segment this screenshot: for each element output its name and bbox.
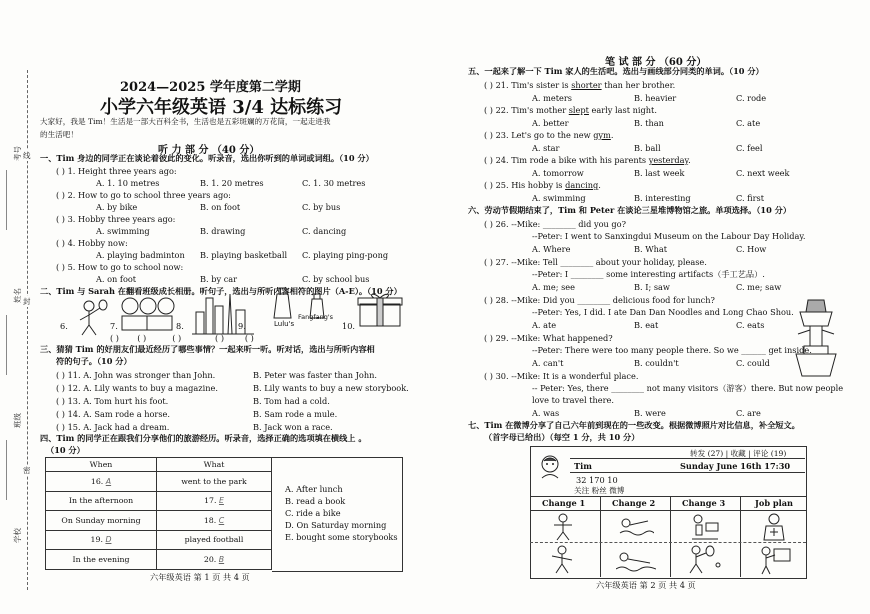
exam-no-label: 考号 — [13, 146, 22, 161]
name-label: 姓名 — [13, 288, 22, 303]
answer-blanks: ( ) ( ) ( ) ( ) ( ) — [110, 333, 254, 343]
intro-line-1: 大家好，我是 Tim！生活是一部大百科全书，生活也是五彩斑斓的万花筒，一起走进我 — [40, 117, 331, 126]
lulu-label: Lulu's — [274, 320, 295, 328]
dialog-line: ( ) 29. --Mike: What happened? — [484, 333, 613, 343]
page-footer-right: 六年级英语 第 2 页 共 4 页 — [596, 580, 696, 590]
divider — [530, 496, 806, 497]
cell-when: In the evening — [72, 554, 130, 564]
page-footer-left: 六年级英语 第 1 页 共 4 页 — [150, 572, 250, 582]
weibo-count-labels: 关注 粉丝 微博 — [574, 486, 625, 495]
section-7-title-1: 七、Tim 在微博分享了自己六年前到现在的一些改变。根据微博照片对比信息，补全短文。 — [468, 420, 800, 430]
question: ( ) 2. How to go to school three years ago: — [56, 190, 231, 200]
exam-no-underline — [6, 170, 7, 230]
question: ( ) 25. His hobby is dancing. — [484, 180, 601, 190]
option-b: B. 1. 20 metres — [200, 178, 264, 188]
writing-heading: 笔 试 部 分 （60 分） — [605, 57, 707, 68]
option-c: C. rode — [736, 93, 767, 103]
class-label: 班级 — [13, 413, 22, 428]
cell-when: 16. — [90, 476, 106, 486]
dialog-line: -- Peter: Yes, there ________ not many visitors（游客）there. But now people — [532, 383, 844, 393]
name-underline — [6, 315, 7, 375]
option-a: A. was — [532, 408, 560, 418]
change-1-header: Change 1 — [542, 498, 586, 508]
picture-number: 10. — [342, 321, 356, 331]
table-row — [46, 530, 272, 550]
option-a: A. playing badminton — [96, 250, 185, 260]
doctor-icon — [756, 512, 792, 542]
section-4-score: （10 分） — [46, 445, 85, 455]
question: ( ) 3. Hobby three years ago: — [56, 214, 176, 224]
travel-table — [45, 457, 272, 570]
picture-number: 6. — [60, 321, 68, 331]
divider — [530, 542, 806, 543]
option-b: B. playing basketball — [200, 250, 288, 260]
divider — [570, 458, 805, 459]
option-c: C. are — [736, 408, 761, 418]
job-plan-header: Job plan — [755, 498, 794, 508]
option-c: C. next week — [736, 168, 790, 178]
option-item: E. bought some storybooks — [285, 532, 398, 542]
weibo-stats: 转发 (27) | 收藏 | 评论 (19) — [690, 449, 787, 458]
option-c: C. me; saw — [736, 282, 782, 292]
option-a: A. swimming — [96, 226, 150, 236]
city-skyline-icon — [192, 290, 254, 336]
school-label: 学校 — [13, 528, 22, 543]
option-a: A. can't — [532, 358, 564, 368]
option-b: B. Tom had a cold. — [253, 396, 330, 406]
option-a: A. swimming — [532, 193, 586, 203]
option-b: B. Jack won a race. — [253, 422, 333, 432]
divider — [570, 472, 805, 473]
option-a: A. me; see — [532, 282, 575, 292]
option-c: C. by school bus — [302, 274, 370, 284]
option-b: B. last week — [634, 168, 685, 178]
dialog-line: ( ) 30. --Mike: It is a wonderful place. — [484, 371, 639, 381]
option-b: B. drawing — [200, 226, 246, 236]
change-3-header: Change 3 — [682, 498, 726, 508]
option-b: B. by car — [200, 274, 238, 284]
option-c: C. dancing — [302, 226, 347, 236]
question: ( ) 23. Let's go to the new gym. — [484, 130, 614, 140]
cell-when: On Sunday morning — [61, 515, 141, 525]
figure-sport-icon — [546, 545, 580, 575]
col-what: What — [157, 458, 272, 472]
option-c: C. 1. 30 metres — [302, 178, 366, 188]
col-divider — [600, 496, 601, 577]
reading-icon — [688, 513, 722, 541]
fangfang-label: Fangfang's — [298, 313, 334, 321]
year-title: 2024—2025 学年度第二学期 — [120, 80, 301, 95]
section-4-title: 四、Tim 的同学正在跟我们分享他们的旅游经历。听录音，选择正确的选项填在横线上 。 — [40, 433, 367, 443]
option-c: C. by bus — [302, 202, 341, 212]
intro-line-2: 的生活吧！ — [40, 130, 78, 139]
handwritten-answer: B — [218, 554, 225, 564]
divider — [530, 510, 806, 511]
option-a: A. tomorrow — [532, 168, 584, 178]
option-b: B. were — [634, 408, 666, 418]
option-item: B. read a book — [285, 496, 346, 506]
weibo-date: Sunday June 16th 17:30 — [680, 461, 791, 471]
picture-number: 8. — [176, 321, 184, 331]
option-b: B. couldn't — [634, 358, 679, 368]
option-b: B. than — [634, 118, 664, 128]
option-a: ( ) 15. A. Jack had a dream. — [56, 422, 170, 432]
section-1-title: 一、Tim 身边的同学正在谈论着彼此的变化。听录音，选出你听到的单词或词组。（10 分） — [40, 153, 374, 163]
option-a: A. ate — [532, 320, 557, 330]
teacher-icon — [754, 545, 794, 575]
gift-box-icon — [356, 292, 404, 328]
tennis-icon — [684, 545, 724, 575]
cell-what: 20. — [203, 554, 219, 564]
option-a: A. meters — [532, 93, 572, 103]
cell-what: 17. — [204, 496, 219, 506]
section-2-title: 二、Tim 与 Sarah 在翻看班级成长相册。听句子，选出与所听内容相符的图片（A-E）。（10 分） — [40, 286, 402, 296]
option-b: B. ball — [634, 143, 661, 153]
dialog-line: --Peter: I went to Sanxingdui Museum on the Labour Day Holiday. — [532, 231, 806, 241]
table-row — [46, 511, 272, 531]
dialog-line: --Peter: There were too many people there. So we ______ get inside. — [532, 345, 812, 355]
figure-exercise-icon — [548, 513, 578, 541]
handwritten-answer: E — [218, 496, 224, 506]
question: ( ) 4. Hobby now: — [56, 238, 128, 248]
option-b: B. interesting — [634, 193, 691, 203]
section-3-title-2: 符的句子。（10 分） — [56, 356, 132, 366]
dialog-line: love to travel there. — [532, 395, 614, 405]
question: ( ) 1. Height three years ago: — [56, 166, 177, 176]
option-a: ( ) 12. A. Lily wants to buy a magazine. — [56, 383, 218, 393]
main-title: 小学六年级英语 3/4 达标练习 — [100, 97, 343, 118]
bottle-icon — [268, 286, 298, 320]
picture-number: 7. — [110, 321, 118, 331]
dialog-line: ( ) 28. --Mike: Did you ________ delicious food for lunch? — [484, 295, 715, 305]
option-b: B. Peter was faster than John. — [253, 370, 377, 380]
section-3-title-1: 三、猜猜 Tim 的好朋友们最近经历了哪些事情？一起来听一听。听对话，选出与所听内容相 — [40, 344, 375, 354]
option-a: A. on foot — [96, 274, 137, 284]
table-row — [46, 550, 272, 570]
cell-what: went to the park — [181, 476, 247, 486]
dialog-line: ( ) 27. --Mike: Tell ________ about your holiday, please. — [484, 257, 707, 267]
swimmer-icon — [618, 515, 654, 539]
cell-what: played football — [184, 535, 244, 545]
dialog-line: ( ) 26. --Mike: ________ did you go? — [484, 219, 626, 229]
class-underline — [6, 440, 7, 500]
weibo-name: Tim — [574, 461, 592, 471]
option-c: C. How — [736, 244, 767, 254]
option-c: C. feel — [736, 143, 763, 153]
option-a: A. 1. 10 metres — [96, 178, 160, 188]
col-divider — [670, 496, 671, 577]
col-when: When — [46, 458, 157, 472]
question: ( ) 21. Tim's sister is shorter than her brother. — [484, 80, 676, 90]
cell-when: In the afternoon — [68, 496, 134, 506]
listening-heading: 听 力 部 分 （40 分） — [158, 145, 260, 156]
option-b: B. on foot — [200, 202, 241, 212]
option-c: C. playing ping-pong — [302, 250, 389, 260]
question: ( ) 24. Tim rode a bike with his parents yesterday. — [484, 155, 691, 165]
option-b: B. heavier — [634, 93, 677, 103]
option-b: B. I; saw — [634, 282, 670, 292]
cell-what: 18. — [203, 515, 219, 525]
table-row — [46, 472, 272, 492]
option-b: B. Sam rode a mule. — [253, 409, 338, 419]
avatar — [538, 453, 562, 479]
option-a: A. Where — [532, 244, 571, 254]
seal-mark: 封 — [23, 297, 31, 306]
table-row — [46, 491, 272, 511]
option-a: A. star — [532, 143, 560, 153]
secret-mark: 密 — [23, 466, 31, 475]
option-b: B. eat — [634, 320, 659, 330]
students-reading-icon — [118, 296, 176, 336]
picture-number: 9. — [238, 321, 246, 331]
option-item: D. On Saturday morning — [285, 520, 387, 530]
diver-icon — [616, 547, 656, 573]
option-b: B. Lily wants to buy a new storybook. — [253, 383, 409, 393]
handwritten-answer: D — [105, 535, 112, 545]
option-a: ( ) 11. A. John was stronger than John. — [56, 370, 216, 380]
question: ( ) 5. How to go to school now: — [56, 262, 184, 272]
option-a: A. by bike — [96, 202, 138, 212]
option-c: C. first — [736, 193, 765, 203]
cell-when: 19. — [90, 535, 106, 545]
option-item: A. After lunch — [285, 484, 343, 494]
line-mark: 线 — [23, 151, 31, 160]
section-5-title: 五、一起来了解一下 Tim 家人的生活吧。选出与画线部分同类的单词。（10 分） — [468, 66, 764, 76]
option-c: C. eats — [736, 320, 765, 330]
section-7-title-2: （首字母已给出）（每空 1 分，共 10 分） — [484, 432, 640, 442]
option-a: ( ) 13. A. Tom hurt his foot. — [56, 396, 169, 406]
option-a: ( ) 14. A. Sam rode a horse. — [56, 409, 170, 419]
weibo-counts: 32 170 10 — [576, 475, 618, 485]
option-c: C. could — [736, 358, 770, 368]
section-6-title: 六、劳动节假期结束了，Tim 和 Peter 在谈论三星堆博物馆之旅。单项选择。（10 分） — [468, 205, 792, 215]
col-divider — [740, 496, 741, 577]
dialog-line: --Peter: Yes, I did. I ate Dan Dan Noodles and Long Chao Shou. — [532, 307, 794, 317]
binding-line — [27, 70, 28, 590]
option-item: C. ride a bike — [285, 508, 341, 518]
option-a: A. better — [532, 118, 569, 128]
handwritten-answer: C — [218, 515, 225, 525]
option-c: C. ate — [736, 118, 761, 128]
handwritten-answer: A — [105, 476, 112, 486]
tennis-player-icon — [72, 298, 108, 338]
bronze-statue-icon — [790, 298, 842, 378]
option-b: B. What — [634, 244, 668, 254]
question: ( ) 22. Tim's mother slept early last night. — [484, 105, 657, 115]
dialog-line: --Peter: I ________ some interesting artifacts（手工艺品）. — [532, 269, 765, 279]
change-2-header: Change 2 — [612, 498, 656, 508]
